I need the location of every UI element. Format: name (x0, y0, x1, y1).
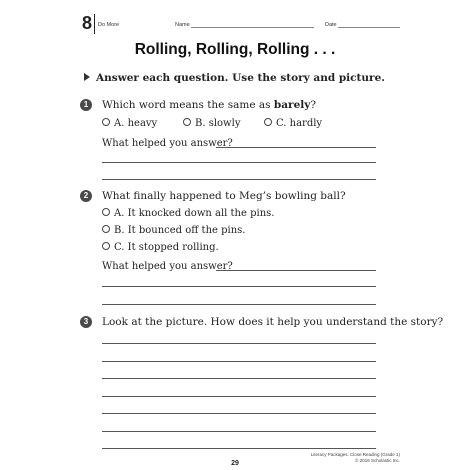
question-3-answer-line[interactable] (102, 361, 376, 362)
question-1-option-b[interactable] (183, 118, 240, 130)
question-2-option-b[interactable] (102, 225, 245, 237)
option-label: B. It bounced off the pins. (114, 225, 246, 236)
question-2-helped-line[interactable] (216, 270, 376, 271)
question-2-option-c[interactable] (102, 242, 219, 254)
question-3-answer-line[interactable] (102, 413, 376, 414)
date-field-line[interactable] (338, 27, 400, 28)
option-label: C. It stopped rolling. (114, 242, 219, 253)
option-label: A. It knocked down all the pins. (114, 208, 275, 219)
question-1-text (102, 99, 316, 112)
question-1-option-a[interactable] (102, 118, 157, 130)
footer-copyright: © 2016 Scholastic Inc. (355, 458, 400, 463)
question-1-helped-label: What helped you answer? (102, 138, 233, 149)
question-1-helped-line[interactable] (216, 147, 376, 148)
radio-circle-icon[interactable] (102, 242, 110, 250)
question-1-text-start: Which word means the same as (102, 99, 274, 111)
radio-circle-icon[interactable] (102, 225, 110, 233)
question-1-text-end: ? (310, 99, 316, 111)
option-label: A. heavy (114, 118, 158, 129)
question-2-text: What finally happened to Meg’s bowling ball? (102, 190, 346, 202)
do-more-label: Do More (98, 22, 120, 28)
option-label: C. hardly (276, 118, 323, 129)
page-number: 29 (231, 460, 239, 467)
question-3-number: 3 (80, 316, 92, 328)
question-2-option-a[interactable] (102, 208, 274, 220)
option-label: B. slowly (195, 118, 241, 129)
question-3-answer-line[interactable] (102, 448, 376, 449)
question-3-answer-line[interactable] (102, 396, 376, 397)
question-1-keyword: barely (273, 99, 311, 111)
header-divider (94, 14, 95, 34)
question-3-answer-line[interactable] (102, 431, 376, 432)
page-title: Rolling, Rolling, Rolling . . . (134, 41, 336, 58)
footer-credit-line: Literacy Packages: Close Reading (Grade 1) (310, 452, 400, 457)
lesson-number: 8 (82, 13, 93, 33)
question-1-answer-line[interactable] (102, 162, 376, 163)
triangle-bullet-icon (84, 73, 90, 81)
question-1-number: 1 (80, 99, 92, 111)
question-3-text: Look at the picture. How does it help you understand the story? (102, 316, 444, 328)
instruction (84, 72, 385, 85)
radio-circle-icon[interactable] (264, 118, 272, 126)
name-field-line[interactable] (191, 27, 314, 28)
question-3-answer-line[interactable] (102, 343, 376, 344)
question-2-helped-label: What helped you answer? (102, 261, 233, 272)
question-2-number: 2 (80, 190, 92, 202)
radio-circle-icon[interactable] (102, 118, 110, 126)
question-3-answer-line[interactable] (102, 378, 376, 379)
instruction-text: Answer each question. Use the story and picture. (96, 72, 385, 84)
name-label: Name (175, 22, 190, 28)
question-1-option-c[interactable] (264, 118, 322, 130)
date-label: Date (325, 22, 337, 28)
question-2-answer-line[interactable] (102, 304, 376, 305)
radio-circle-icon[interactable] (102, 208, 110, 216)
question-2-answer-line[interactable] (102, 286, 376, 287)
radio-circle-icon[interactable] (183, 118, 191, 126)
question-1-answer-line[interactable] (102, 179, 376, 180)
